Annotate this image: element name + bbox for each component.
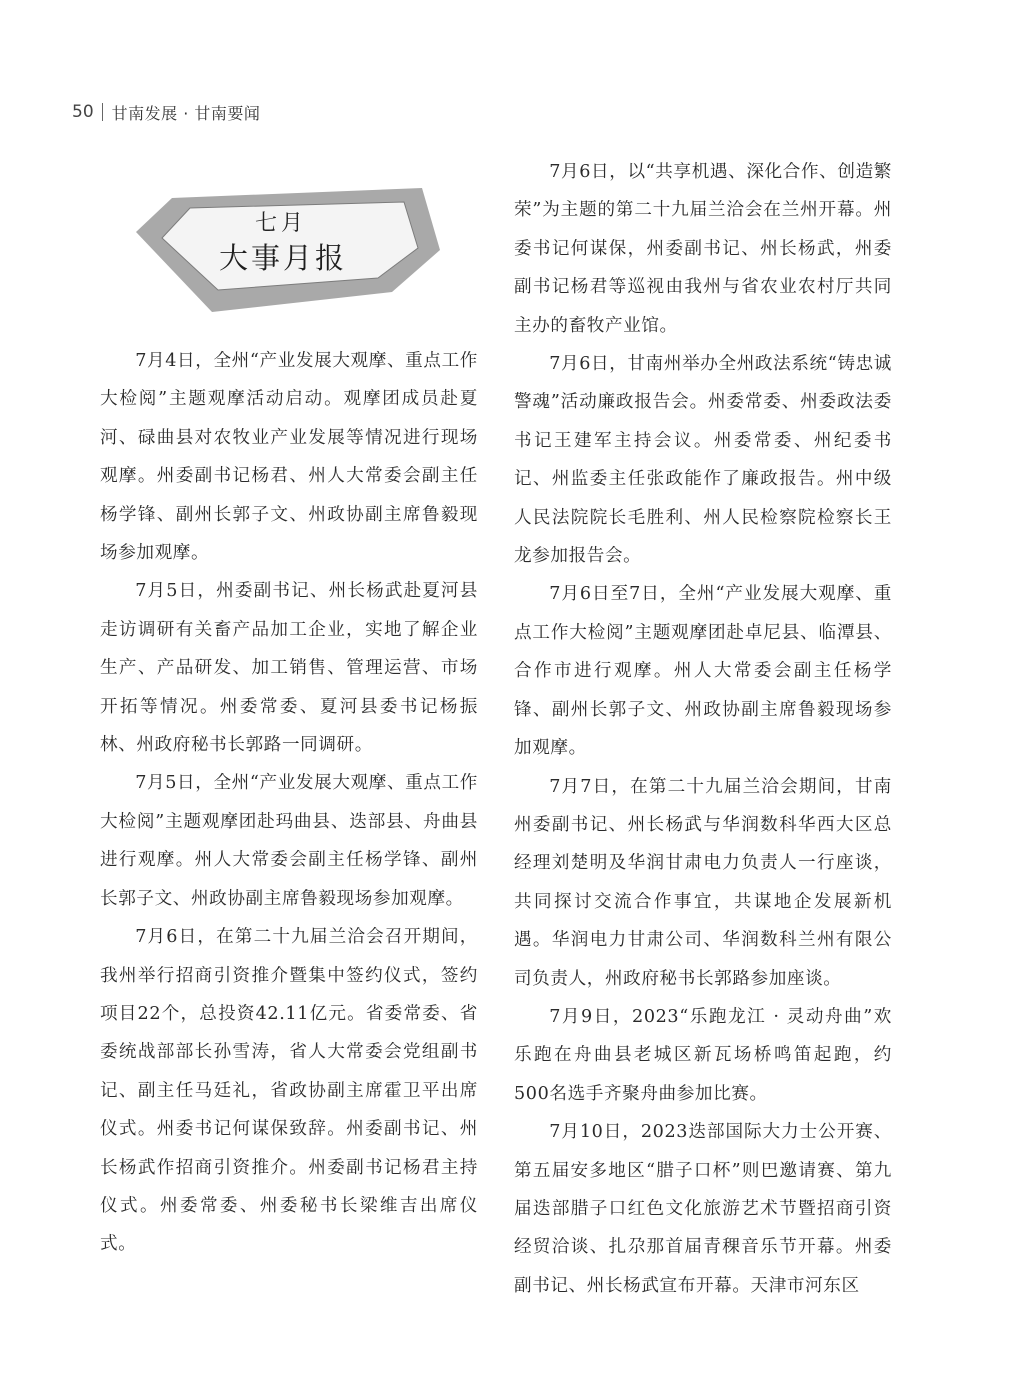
- page-header: [72, 100, 260, 124]
- news-paragraph: 7月5日，全州“产业发展大观摩、重点工作大检阅”主题观摩团赴玛曲县、迭部县、舟曲县进行观摩。州人大常委会副主任杨学锋、副州长郭子文、州政协副主席鲁毅现场参加观摩。: [100, 773, 478, 909]
- badge-month: 七月: [254, 211, 307, 236]
- page-number: 50: [72, 102, 94, 122]
- right-column: [514, 153, 892, 1305]
- news-paragraph: 7月6日，在第二十九届兰洽会召开期间，我州举行招商引资推介暨集中签约仪式，签约项目22个，总投资42.11亿元。省委常委、省委统战部部长孙雪涛，省人大常委会党组副书记、副主任马廷礼，省政协副主席霍卫平出席仪式。州委书记何谋保致辞。州委副书记、州长杨武作招商引资推介。州委副书记杨君主持仪式。州委常委、州委秘书长梁维吉出席仪式。: [100, 927, 478, 1255]
- news-paragraph: 7月6日至7日，全州“产业发展大观摩、重点工作大检阅”主题观摩团赴卓尼县、临潭县、合作市进行观摩。州人大常委会副主任杨学锋、副州长郭子文、州政协副主席鲁毅现场参加观摩。: [514, 584, 892, 759]
- news-paragraph: 7月4日，全州“产业发展大观摩、重点工作大检阅”主题观摩活动启动。观摩团成员赴夏河、碌曲县对农牧业产业发展等情况进行现场观摩。州委副书记杨君、州人大常委会副主任杨学锋、副州长郭子文、州政协副主席鲁毅现场参加观摩。: [100, 351, 478, 564]
- news-paragraph: 7月5日，州委副书记、州长杨武赴夏河县走访调研有关畜产品加工企业，实地了解企业生产、产品研发、加工销售、管理运营、市场开拓等情况。州委常委、夏河县委书记杨振林、州政府秘书长郭路一同调研。: [100, 581, 478, 756]
- news-paragraph: 7月7日，在第二十九届兰洽会期间，甘南州委副书记、州长杨武与华润数科华西大区总经理刘楚明及华润甘肃电力负责人一行座谈，共同探讨交流合作事宜，共谋地企发展新机遇。华润电力甘肃公司、华润数科兰州有限公司负责人，州政府秘书长郭路参加座谈。: [514, 776, 892, 989]
- news-paragraph: 7月6日，以“共享机遇、深化合作、创造繁荣”为主题的第二十九届兰洽会在兰州开幕。州委书记何谋保，州委副书记、州长杨武，州委副书记杨君等巡视由我州与省农业农村厅共同主办的畜牧产业馆。: [514, 162, 892, 336]
- header-divider: [102, 103, 103, 121]
- badge-title: 大事月报: [218, 241, 347, 275]
- news-paragraph: 7月10日，2023迭部国际大力士公开赛、第五届安多地区“腊子口杯”则巴邀请赛、第九届迭部腊子口红色文化旅游艺术节暨招商引资经贸洽谈、扎尕那首届青稞音乐节开幕。州委副书记、州长杨武宣布开幕。天津市河东区: [514, 1122, 892, 1296]
- news-paragraph: 7月9日，2023“乐跑龙江 · 灵动舟曲”欢乐跑在舟曲县老城区新瓦场桥鸣笛起跑，约500名选手齐聚舟曲参加比赛。: [514, 1006, 892, 1104]
- left-column: [100, 342, 478, 1264]
- news-paragraph: 7月6日，甘南州举办全州政法系统“铸忠诚警魂”活动廉政报告会。州委常委、州委政法委书记王建军主持会议。州委常委、州纪委书记、州监委主任张政能作了廉政报告。州中级人民法院院长毛胜利、州人民检察院检察长王龙参加报告会。: [514, 354, 892, 567]
- section-title: 甘南发展 · 甘南要闻: [111, 103, 261, 123]
